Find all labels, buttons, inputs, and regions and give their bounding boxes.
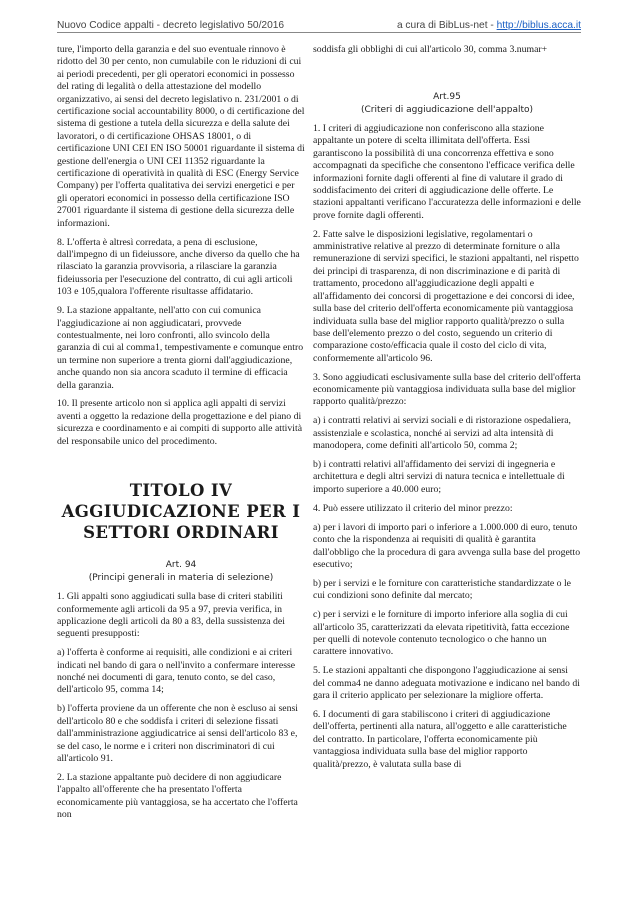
- header-divider: [57, 32, 581, 33]
- paragraph: a) per i lavori di importo pari o inferiore a 1.000.000 di euro, tenuto conto che la rispondenza ai requisiti di qualità è garantita dall'obbligo che la procedura di gara avvenga sulla base del progetto esecutivo;: [313, 521, 581, 570]
- paragraph: 2. La stazione appaltante può decidere di non aggiudicare l'appalto all'offerente che ha presentato l'offerta economicamente più vantaggiosa, se ha accertato che l'offerta non: [57, 771, 298, 821]
- paragraph: 6. I documenti di gara stabiliscono i criteri di aggiudicazione dell'offerta, pertinenti alla natura, all'oggetto e alle caratteristiche del contratto. In particolare, l'offerta economicamente più vantaggiosa individuata sulla base del miglior rapporto qualità/prezzo, è valutata sulla base di: [313, 708, 567, 770]
- page-header: [57, 12, 581, 34]
- paragraph: 8. L'offerta è altresì corredata, a pena di esclusione, dall'impegno di un fideiussore, anche diverso da quello che ha rilasciato la garanzia provvisoria, a rilasciare la garanzia fideiussoria per l'esecuzione del contratto, di cui agli articoli 103 e 105,qualora l'offerente risultasse affidatario.: [57, 236, 300, 298]
- paragraph: 4. Può essere utilizzato il criterio del minor prezzo:: [313, 502, 513, 514]
- paragraph: soddisfa gli obblighi di cui all'articolo 30, comma 3.numar+: [313, 44, 548, 55]
- header-link[interactable]: http://biblus.acca.it: [496, 20, 581, 31]
- paragraph: 5. Le stazioni appaltanti che dispongono l'aggiudicazione ai sensi del comma4 ne danno adeguata motivazione e indicano nel bando di gara il criterio applicato per selezionare la migliore offerta.: [313, 665, 580, 702]
- paragraph: ture, l'importo della garanzia e del suo eventuale rinnovo è ridotto del 30 per cento, non cumulabile con le riduzioni di cui ai periodi precedenti, per gli operatori economici in possesso del rating di legalità o della attestazione del modello organizzativo, ai sensi del decreto legislativo n. 231/2001 o di certificazione social accountability 8000, o di certificazione del sistema di gestione a tutela della sicurezza e della salute dei lavoratori, o di certificazione OHSAS 18001, o di certificazione UNI CEI EN ISO 50001 riguardante il sistema di gestione dell'energia o UNI CEI 11352 riguardante la certificazione di operatività in qualità di ESC (Energy Service Company) per l'offerta qualitativa dei servizi energetici e per gli operatori economici in possesso della certificazione ISO 27001 riguardante il sistema di gestione della sicurezza delle informazioni.: [57, 44, 305, 229]
- paragraph: 1. I criteri di aggiudicazione non conferiscono alla stazione appaltante un potere di scelta illimitata dell'offerta. Essi garantiscono la possibilità di una concorrenza effettiva e sono accompagnati da specifiche che consentono l'efficace verifica delle informazioni fornite dagli offerenti al fine di valutare il grado di soddisfacimento dei criteri di aggiudicazione delle offerte. Le stazioni appaltanti verificano l'accuratezza delle informazioni e delle prove fornite dagli offerenti.: [313, 122, 581, 221]
- paragraph: a) i contratti relativi ai servizi sociali e di ristorazione ospedaliera, assistenziale e scolastica, nonché ai servizi ad alta intensità di manodopera, come definiti all'articolo 50, comma 2;: [313, 415, 571, 452]
- left-column: [57, 44, 305, 828]
- header-credit-prefix: a cura di BibLus-net -: [396, 20, 497, 31]
- paragraph: 1. Gli appalti sono aggiudicati sulla base di criteri stabiliti conformemente agli articoli da 95 a 97, previa verifica, in applicazione degli articoli da 80 a 83, della sussistenza dei seguenti presupposti:: [57, 591, 285, 640]
- section-title: TITOLO IV AGGIUDICAZIONE PER I SETTORI ORDINARI: [61, 481, 301, 543]
- paragraph: a) l'offerta è conforme ai requisiti, alle condizioni e ai criteri indicati nel bando di gara o nell'invito a confermare interesse nonché nei documenti di gara, tenuto conto, se del caso, dell'articolo 95, comma 14;: [57, 647, 296, 696]
- header-title: Nuovo Codice appalti - decreto legislativo 50/2016: [57, 20, 285, 31]
- article-number: Art.95: [433, 91, 461, 102]
- article-heading: (Principi generali in materia di selezione): [88, 573, 274, 584]
- article-heading: (Criteri di aggiudicazione dell'appalto): [360, 104, 534, 115]
- paragraph: 10. Il presente articolo non si applica agli appalti di servizi aventi a oggetto la redazione della progettazione e del piano di sicurezza e coordinamento e ai compiti di supporto alle attività del responsabile unico del procedimento.: [57, 398, 303, 447]
- paragraph: b) i contratti relativi all'affidamento dei servizi di ingegneria e architettura e degli altri servizi di natura tecnica e intellettuale di importo superiore a 40.000 euro;: [313, 459, 565, 495]
- paragraph: 2. Fatte salve le disposizioni legislative, regolamentari o amministrative relative al prezzo di determinate forniture o alla remunerazione di servizi specifici, le stazioni appaltanti, nel rispetto dei principi di trasparenza, di non discriminazione e di parità di trattamento, procedono all'aggiudicazione degli appalti e all'affidamento dei concorsi di progettazione e dei concorsi di idee, sulla base del criterio dell'offerta economicamente più vantaggiosa individuata sulla base del miglior rapporto qualità/prezzo o sulla base dell'elemento prezzo o del costo, seguendo un criterio di comparazione costo/efficacia quale il costo del ciclo di vita, conformemente all'articolo 96.: [313, 228, 579, 364]
- paragraph: 3. Sono aggiudicati esclusivamente sulla base del criterio dell'offerta economicamente più vantaggiosa individuata sulla base del miglior rapporto qualità/prezzo:: [313, 371, 581, 408]
- paragraph: b) l'offerta proviene da un offerente che non è escluso ai sensi dell'articolo 80 e che soddisfa i criteri di selezione fissati dall'amministrazione aggiudicatrice ai sensi dell'articolo 83 e, se del caso, le norme e i criteri non discriminatori di cui all'articolo 91.: [57, 703, 298, 764]
- paragraph: b) per i servizi e le forniture con caratteristiche standardizzate o le cui condizioni sono definite dal mercato;: [313, 577, 571, 602]
- spacer: [313, 63, 581, 81]
- right-column: [313, 44, 581, 778]
- paragraph: 9. La stazione appaltante, nell'atto con cui comunica l'aggiudicazione ai non aggiudicatari, provvede contestualmente, nei loro confronti, allo svincolo della garanzia di cui al comma1, tempestivamente e comunque entro un termine non superiore a trenta giorni dall'aggiudicazione, anche quando non sia ancora scaduto il termine di efficacia della garanzia.: [57, 305, 304, 391]
- header-credit: [397, 20, 581, 31]
- article-number: Art. 94: [165, 560, 197, 571]
- paragraph: c) per i servizi e le forniture di importo inferiore alla soglia di cui all'articolo 35, caratterizzati da elevata ripetitività, fatta eccezione per quelli di notevole contenuto tecnologico o che hanno un carattere innovativo.: [313, 609, 570, 658]
